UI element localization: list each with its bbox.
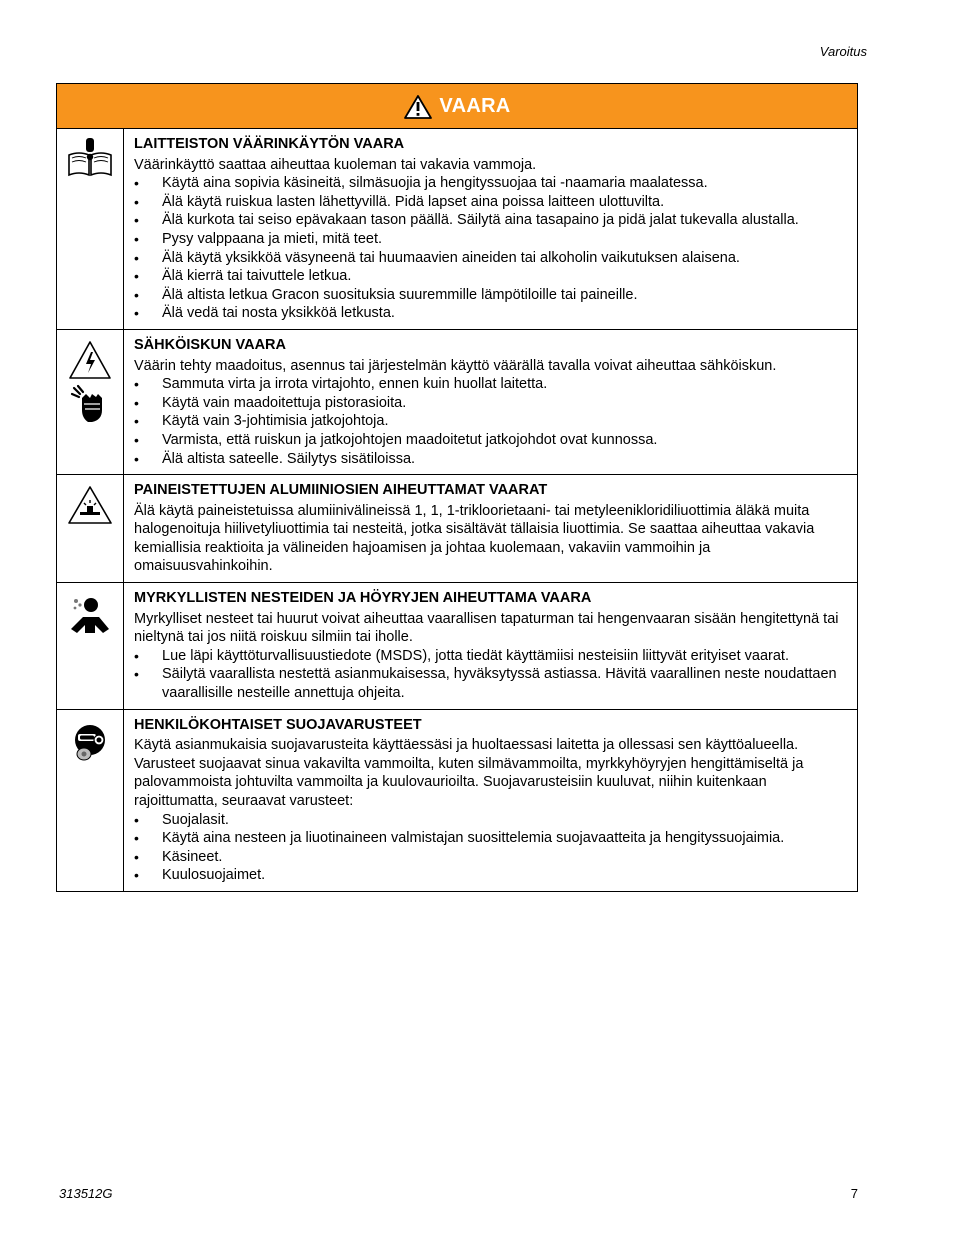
warning-row-electric-shock bbox=[57, 329, 858, 474]
bullet-item: • Älä käytä yksikköä väsyneenä tai huumaavien aineiden tai alkoholin vaikutuksen alaisena. bbox=[134, 249, 845, 268]
warning-row-protective-equipment bbox=[57, 709, 858, 891]
icon-cell bbox=[57, 475, 124, 583]
bullet-item: • Lue läpi käyttöturvallisuustiedote (MSDS), jotta tiedät käyttämiisi nesteisiin liittyvät erityiset vaarat. bbox=[134, 647, 845, 666]
section-intro: Väärin tehty maadoitus, asennus tai järjestelmän käyttö väärällä tavalla voivat aiheuttaa sähköiskun. bbox=[134, 357, 777, 374]
bullet-item: • Käytä aina nesteen ja liuotinaineen valmistajan suosittelemia suojavaatteita ja hengityssuojaimia. bbox=[134, 829, 845, 848]
warning-row-pressurized-aluminum bbox=[57, 475, 858, 583]
chemical-reaction-triangle-icon bbox=[67, 485, 113, 525]
electric-shock-triangle-icon bbox=[68, 340, 112, 380]
bullet-item: • Käsineet. bbox=[134, 848, 845, 867]
section-title: PAINEISTETTUJEN ALUMIINIOSIEN AIHEUTTAMAT VAARAT bbox=[134, 482, 548, 499]
section-title: LAITTEISTON VÄÄRINKÄYTÖN VAARA bbox=[134, 136, 405, 152]
text-cell bbox=[124, 475, 858, 583]
bullet-item: • Älä käytä ruiskua lasten lähettyvillä. Pidä lapset aina poissa laitteen ulottuvilta. bbox=[134, 193, 845, 212]
section-intro: Älä käytä paineistetuissa alumiinivälineissä 1, 1, 1-trikloorietaani- tai metyleenikloridiliuottimia äläkä muita halogenoituja hiilivetyliuottimia tai nesteitä, jotka sisältävät tällaisia liuottimia. Se saattaa aiheuttaa vakavia kemiallisia reaktioita ja välineiden hajoamisen ja johtaa kuolemaan, vakaviin vammoihin ja omaisuusvahinkoihin. bbox=[134, 502, 815, 575]
bullet-item: • Kuulosuojaimet. bbox=[134, 866, 845, 885]
protective-gear-head-icon bbox=[70, 722, 110, 766]
bullet-item: • Säilytä vaarallista nestettä asianmukaisessa, hyväksytyssä astiassa. Hävitä vaarallinen neste noudattaen vaarallisille nesteille annettuja ohjeita. bbox=[134, 665, 845, 702]
warning-row-equipment-misuse bbox=[57, 129, 858, 330]
bullet-list bbox=[134, 811, 845, 885]
bullet-item: • Älä vedä tai nosta yksikköä letkusta. bbox=[134, 304, 845, 323]
section-title: SÄHKÖISKUN VAARA bbox=[134, 336, 286, 353]
section-intro: Väärinkäyttö saattaa aiheuttaa kuoleman tai vakavia vammoja. bbox=[134, 156, 537, 173]
bullet-item: • Älä altista sateelle. Säilytys sisätiloissa. bbox=[134, 450, 845, 469]
bullet-list bbox=[134, 174, 845, 323]
text-cell bbox=[124, 329, 858, 474]
bullet-item: • Pysy valppaana ja mieti, mitä teet. bbox=[134, 230, 845, 249]
bullet-item: • Käytä vain 3-johtimisia jatkojohtoja. bbox=[134, 412, 845, 431]
icon-cell bbox=[57, 709, 124, 891]
text-cell bbox=[124, 709, 858, 891]
bullet-item: • Älä altista letkua Gracon suosituksia suuremmille lämpötiloille tai paineille. bbox=[134, 286, 845, 305]
bullet-item: • Sammuta virta ja irrota virtajohto, ennen kuin huollat laitetta. bbox=[134, 375, 845, 394]
danger-banner-title: VAARA bbox=[439, 95, 511, 117]
bullet-item: • Käytä vain maadoitettuja pistorasioita. bbox=[134, 394, 845, 413]
bullet-item: • Suojalasit. bbox=[134, 811, 845, 830]
running-header-section: Varoitus bbox=[819, 44, 867, 59]
bullet-item: • Varmista, että ruiskun ja jatkojohtojen maadoitetut jatkojohdot ovat kunnossa. bbox=[134, 431, 845, 450]
manual-read-icon bbox=[66, 137, 114, 179]
section-title: HENKILÖKOHTAISET SUOJAVARUSTEET bbox=[134, 716, 422, 733]
warning-table bbox=[56, 83, 858, 892]
danger-banner bbox=[57, 84, 858, 129]
page-number: 7 bbox=[850, 1186, 858, 1201]
document-number: 313512G bbox=[59, 1186, 113, 1201]
shocked-hand-icon bbox=[70, 382, 110, 424]
section-title: MYRKYLLISTEN NESTEIDEN JA HÖYRYJEN AIHEUTTAMA VAARA bbox=[134, 590, 592, 607]
icon-cell bbox=[57, 583, 124, 710]
bullet-item: • Älä kierrä tai taivuttele letkua. bbox=[134, 267, 845, 286]
bullet-list bbox=[134, 647, 845, 703]
bullet-list bbox=[134, 375, 845, 468]
icon-cell bbox=[57, 329, 124, 474]
icon-cell bbox=[57, 129, 124, 330]
text-cell bbox=[124, 129, 858, 330]
bullet-item: • Älä kurkota tai seiso epävakaan tason päällä. Säilytä aina tasapaino ja pidä jalat tukevalla alustalla. bbox=[134, 211, 845, 230]
section-intro: Myrkylliset nesteet tai huurut voivat aiheuttaa vaarallisen tapaturman tai hengenvaaran sisään hengitettynä tai nieltynä tai jos niitä roiskuu silmiin tai iholle. bbox=[134, 610, 839, 646]
text-cell bbox=[124, 583, 858, 710]
warning-triangle-icon bbox=[403, 94, 433, 120]
warning-row-toxic-fluids bbox=[57, 583, 858, 710]
bullet-item: • Käytä aina sopivia käsineitä, silmäsuojia ja hengityssuojaa tai -naamaria maalatessa. bbox=[134, 174, 845, 193]
section-intro: Käytä asianmukaisia suojavarusteita käyttäessäsi ja huoltaessasi laitetta ja ollessasi sen käyttöalueella. Varusteet suojaavat sinua vakavilta vammoilta, kuten silmävammoilta, myrkkyhöyryjen hengittämiseltä ja palovammoista johtuvilta vammoilta ja kuulovaurioilta. Suojavarusteisiin kuuluvat, niihin kuitenkaan rajoittumatta, seuraavat varusteet: bbox=[134, 737, 804, 809]
toxic-fumes-person-icon bbox=[69, 595, 111, 635]
